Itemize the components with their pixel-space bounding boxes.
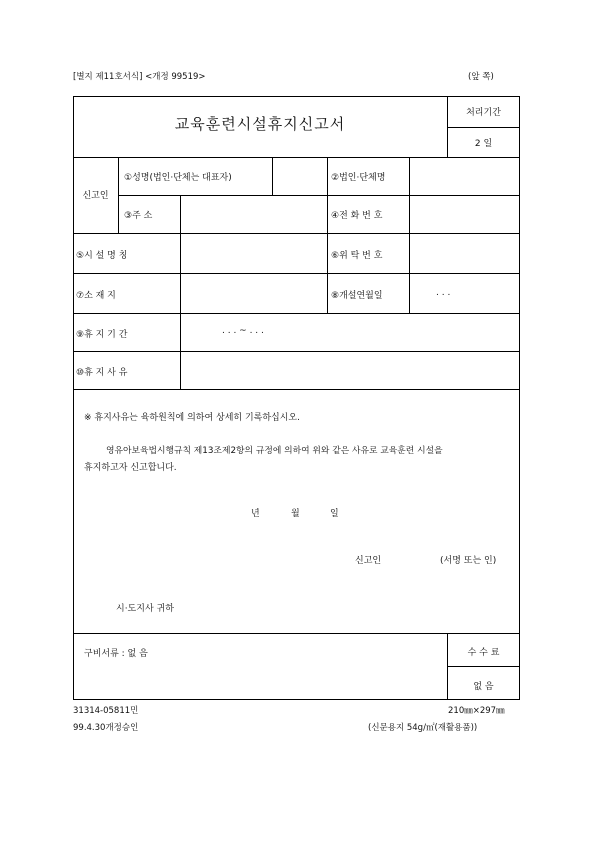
paper-size: 210㎜×297㎜	[448, 706, 505, 716]
address-field[interactable]	[181, 196, 327, 233]
reporter-group-label: 신고인	[82, 191, 109, 201]
form-title: 교육훈련시설휴지신고서	[174, 115, 346, 133]
date-month: 월	[291, 509, 300, 519]
closure-reason-field[interactable]	[181, 352, 520, 389]
processing-period-label: 처리기간	[466, 108, 501, 118]
location-label: ⑦소 재 지	[76, 291, 116, 301]
opening-date-label: ⑧개설연월일	[331, 291, 383, 301]
closure-reason-label: ⑩휴 지 사 유	[76, 368, 128, 378]
facility-name-label: ⑤시 설 명 칭	[76, 251, 128, 261]
consign-number-field[interactable]	[410, 234, 520, 273]
address-label: ③주 소	[124, 211, 153, 221]
corp-name-field[interactable]	[410, 158, 520, 195]
statement-line-1: 영유아보육법시행규칙 제13조제2항의 규정에 의하여 위와 같은 사유로 교육훈련 시설을	[106, 446, 443, 456]
page-side: (앞 쪽)	[468, 72, 494, 82]
closure-period-label: ⑨휴 지 기 간	[76, 330, 128, 340]
name-label: ①성명(법인·단체는 대표자)	[124, 173, 232, 183]
name-field[interactable]	[273, 158, 327, 195]
form-number: [별지 제11호서식] <개정 99519>	[73, 72, 206, 82]
date-day: 일	[330, 509, 339, 519]
phone-label: ④전 화 번 호	[331, 211, 383, 221]
opening-date-field[interactable]: . . .	[436, 288, 451, 298]
signer-label: 신고인	[355, 556, 382, 566]
approval-date: 99.4.30개정승인	[73, 723, 139, 733]
date-year: 년	[251, 509, 260, 519]
consign-number-label: ⑥위 탁 번 호	[331, 251, 383, 261]
paper-spec: (신문용지 54g/㎡(재활용품))	[368, 723, 478, 733]
required-documents: 구비서류 : 없 음	[84, 649, 148, 659]
signature-hint[interactable]: (서명 또는 인)	[440, 556, 497, 566]
corp-name-label: ②법인·단체명	[331, 173, 386, 183]
fee-value: 없 음	[473, 682, 494, 692]
location-field[interactable]	[181, 274, 327, 313]
phone-field[interactable]	[410, 196, 520, 233]
instruction-note: ※ 휴지사유는 육하원칙에 의하여 상세히 기록하십시오.	[84, 413, 300, 423]
fee-label: 수 수 료	[467, 648, 500, 658]
recipient: 시·도지사 귀하	[116, 604, 174, 614]
closure-period-field[interactable]: . . . ~ . . .	[222, 326, 264, 336]
form-code: 31314-05811민	[73, 706, 139, 716]
facility-name-field[interactable]	[181, 234, 327, 273]
processing-period-value: 2 일	[474, 139, 493, 149]
statement-line-2: 휴지하고자 신고합니다.	[84, 463, 177, 473]
